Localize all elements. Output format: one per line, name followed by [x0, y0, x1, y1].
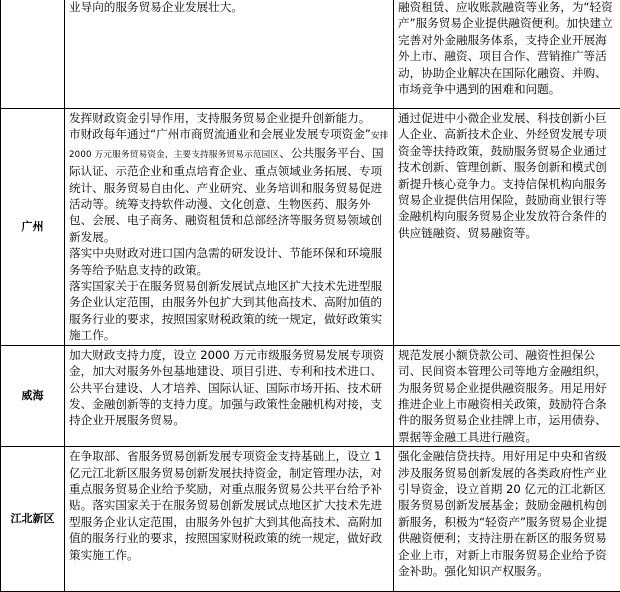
fiscal-paragraph: 业导向的服务贸易企业发展壮大。: [69, 0, 390, 15]
table-row: [1, 345, 620, 446]
fiscal-paragraph: [69, 126, 390, 245]
fiscal-policy-cell: [65, 447, 394, 592]
region-cell-guangzhou: 广州: [1, 109, 65, 346]
fiscal-paragraph: 落实中央财政对进口国内急需的研发设计、节能环保和环境服务等给予贴息支持的政策。: [69, 245, 390, 278]
finance-paragraph: 强化金融信贷扶持。用好用足中央和省级涉及服务贸易创新发展的各类政府性产业引导资金，设立首期 20 亿元的江北新区服务贸易创新发展基金；鼓励金融机构创新服务，积极为“轻资产”服务贸易企业提供融资便利；支持注册在新区的服务贸易企业上市，对新上市服务贸易企业给予资金补助。强化知识产权服务。: [398, 448, 617, 579]
table-row: [1, 0, 620, 109]
finance-policy-cell: [394, 109, 620, 346]
table-row: [1, 109, 620, 346]
fiscal-policy-cell: [65, 0, 394, 109]
finance-policy-cell: [394, 345, 620, 446]
fiscal-small-text: 安排 2000 万元服务贸易资金，主要支持服务贸易示范园区: [69, 131, 388, 159]
fiscal-policy-cell: [65, 109, 394, 346]
region-cell-weihai: 威海: [1, 345, 65, 446]
fiscal-paragraph: 加大财政支持力度，设立 2000 万元市级服务贸易发展专项资金，加大对服务外包基地建设、项目引进、专利和技术进口、公共平台建设、人才培养、国际认证、国际市场开拓、技术研发、金融创新等的支持力度。加强与政策性金融机构对接，支持企业开展服务贸易。: [69, 347, 390, 429]
fiscal-policy-cell: [65, 345, 394, 446]
finance-paragraph: 融资租赁、应收账款融资等业务，为“轻资产”服务贸易企业提供融资便利。加快建立完善对外金融服务体系，支持企业开展海外上市、融资、项目合作、营销推广等活动，协助企业解决在国际化融资、并购、市场竞争中遇到的困难和问题。: [398, 0, 617, 97]
region-cell-jiangbei: 江北新区: [1, 447, 65, 592]
fiscal-paragraph: 发挥财政资金引导作用，支持服务贸易企业提升创新能力。: [69, 110, 390, 126]
fiscal-text: 、公共服务平台、国际认证、示范企业和重点培育企业、重点领域业务拓展、专项统计、服务贸易自由化、产业研究、业务培训和服务贸易促进活动等。统筹支持软件动漫、文化创意、生物医药、服务外包、会展、电子商务、融资租赁和总部经济等服务贸易领域创新发展。: [69, 146, 384, 244]
fiscal-text: 市财政每年通过“广州市商贸流通业和会展业发展专项资金”: [69, 127, 371, 141]
finance-paragraph: 通过促进中小微企业发展、科技创新小巨人企业、高新技术企业、外经贸发展专项资金等扶持政策，鼓励服务贸易企业通过技术创新、管理创新、服务创新和模式创新提升核心竞争力。支持信保机构向服务贸易企业提供信用保险，鼓励商业银行等金融机构向服务贸易企业发放符合条件的供应链融资、贸易融资等。: [398, 110, 617, 241]
finance-policy-cell: [394, 447, 620, 592]
fiscal-paragraph: 落实国家关于在服务贸易创新发展试点地区扩大技术先进型服务企业认定范围，由服务外包扩大到其他高技术、高附加值的服务行业的要求，按照国家财税政策的统一规定，做好政策实施工作。: [69, 278, 390, 344]
table-row: [1, 447, 620, 592]
region-cell: [1, 0, 65, 109]
finance-paragraph: 规范发展小额贷款公司、融资性担保公司、民间资本管理公司等地方金融组织，为服务贸易企业提供融资服务。用足用好推进企业上市融资相关政策，鼓励符合条件的服务贸易企业挂牌上市，运用债券、票据等金融工具进行融资。: [398, 347, 617, 445]
fiscal-paragraph: 在争取部、省服务贸易创新发展专项资金支持基础上，设立 1 亿元江北新区服务贸易创新发展扶持资金，制定管理办法，对重点服务贸易企业给予奖励，对重点服务贸易公共平台给予补贴。落实国家关于在服务贸易创新发展试点地区扩大技术先进型服务企业认定范围，由服务外包扩大到其他高技术、高附加值的服务行业的要求，按照国家财税政策的统一规定，做好政策实施工作。: [69, 448, 390, 563]
finance-policy-cell: [394, 0, 620, 109]
